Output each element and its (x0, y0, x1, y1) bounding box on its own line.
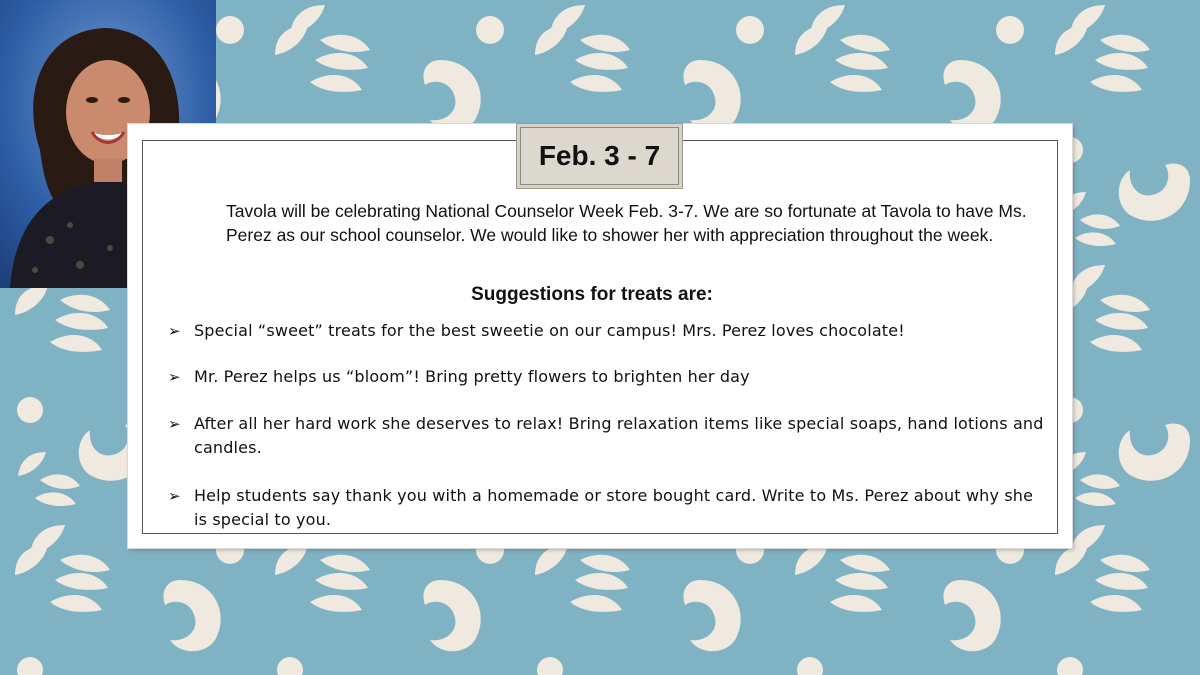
date-badge (516, 123, 683, 189)
suggestions-heading: Suggestions for treats are: (471, 284, 713, 305)
date-badge-label: Feb. 3 - 7 (520, 127, 679, 185)
intro-paragraph: Tavola will be celebrating National Counselor Week Feb. 3-7. We are so fortunate at Tavola to have Ms. Perez as our school counselor. We would like to shower her with appreciation throughout the week. (226, 201, 1027, 245)
suggestion-text: Mr. Perez helps us “bloom”! Bring pretty flowers to brighten her day (194, 367, 750, 386)
suggestion-text: After all her hard work she deserves to relax! Bring relaxation items like special soaps, hand lotions and candles. (194, 414, 1044, 457)
arrow-bullet-icon: ➢ (168, 488, 181, 505)
suggestion-text: Help students say thank you with a homemade or store bought card. Write to Ms. Perez about why she is special to you. (194, 486, 1034, 529)
arrow-bullet-icon: ➢ (168, 369, 181, 386)
arrow-bullet-icon: ➢ (168, 323, 181, 340)
suggestion-text: Special “sweet” treats for the best sweetie on our campus! Mrs. Perez loves chocolate! (194, 321, 905, 340)
arrow-bullet-icon: ➢ (168, 416, 181, 433)
